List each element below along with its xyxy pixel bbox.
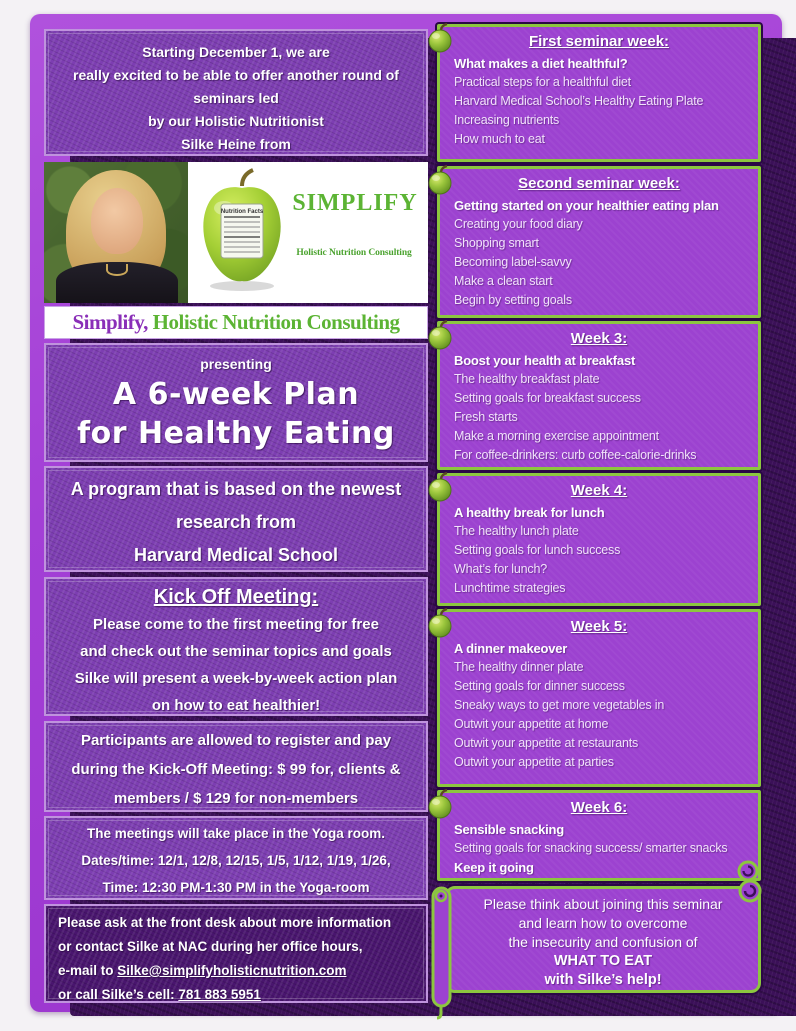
contact-line: or contact Silke at NAC during her office hours, — [58, 939, 363, 954]
seminar-week-box — [437, 609, 761, 787]
seminar-topic: What makes a diet healthful? — [454, 56, 628, 71]
seminar-topic: Make a clean start — [454, 274, 553, 288]
seminar-topic: Creating your food diary — [454, 217, 583, 231]
apple-bullet-icon — [426, 788, 454, 820]
registration-box — [44, 721, 428, 812]
topic-list — [440, 52, 758, 149]
banner-rest: Holistic Nutrition Consulting — [147, 310, 400, 334]
week-heading: Week 4: — [570, 482, 628, 499]
seminar-week-box — [437, 473, 761, 606]
kickoff-line: on how to eat healthier! — [151, 697, 321, 714]
photo-logo-collage — [44, 162, 428, 303]
email-link[interactable]: Silke@simplifyholisticnutrition.com — [117, 963, 347, 978]
program-line: Harvard Medical School — [133, 545, 339, 565]
seminar-week-box — [437, 321, 761, 470]
seminar-topic: Setting goals for lunch success — [454, 543, 621, 557]
apple-label-title: Nutrition Facts — [220, 209, 264, 215]
seminar-topic: Increasing nutrients — [454, 113, 560, 127]
phone-link[interactable]: 781 883 5951 — [178, 987, 261, 1002]
seminar-topic: What’s for lunch? — [454, 562, 547, 576]
brand-banner — [44, 306, 428, 339]
intro-line: Starting December 1, we are — [142, 44, 330, 60]
seminar-topic: Begin by setting goals — [454, 293, 572, 307]
week-heading: Week 3: — [570, 330, 628, 347]
contact-line: Please ask at the front desk about more information — [58, 915, 392, 930]
seminar-topic: Make a morning exercise appointment — [454, 429, 659, 443]
kickoff-line: Silke will present a week-by-week action plan — [74, 670, 398, 687]
email-prefix: e-mail to — [58, 963, 118, 978]
topic-list — [440, 637, 758, 772]
topic-list — [440, 194, 758, 310]
seminar-topic: How much to eat — [454, 132, 545, 146]
meetings-line: The meetings will take place in the Yoga room. — [86, 826, 386, 841]
main-title-line1: A 6-week Plan — [112, 377, 360, 412]
seminar-topic: Getting started on your healthier eating plan — [454, 198, 719, 213]
seminar-topic: Outwit your appetite at restaurants — [454, 736, 639, 750]
seminar-topic: Sneaky ways to get more vegetables in — [454, 698, 665, 712]
registration-line: during the Kick-Off Meeting: $ 99 for, clients & — [71, 761, 401, 778]
seminar-topic: Fresh starts — [454, 410, 518, 424]
seminar-topic: The healthy breakfast plate — [454, 372, 600, 386]
apple-bullet-icon — [426, 319, 454, 351]
seminar-week-box — [437, 166, 761, 318]
seminar-topic: Becoming label-savvy — [454, 255, 572, 269]
banner-brand: Simplify, — [72, 310, 148, 334]
topic-list — [440, 501, 758, 598]
presenting-box — [44, 343, 428, 462]
seminar-topic: For coffee-drinkers: curb coffee-calorie-drinks — [454, 448, 697, 462]
seminar-topic: Practical steps for a healthful diet — [454, 75, 631, 89]
seminar-topic: The healthy lunch plate — [454, 524, 579, 538]
silke-portrait-photo — [44, 162, 188, 303]
week-heading: Second seminar week: — [518, 175, 680, 192]
logo-tagline-text: Holistic Nutrition Consulting — [296, 248, 412, 258]
kickoff-heading: Kick Off Meeting: — [153, 586, 319, 608]
program-box — [44, 466, 428, 572]
scroll-curl-icon — [736, 877, 764, 905]
apple-bullet-icon — [426, 471, 454, 503]
seminar-topic: Harvard Medical School’s Healthy Eating Plate — [454, 94, 704, 108]
intro-line: really excited to be able to offer another round of — [73, 67, 399, 83]
kickoff-line: Please come to the first meeting for free — [93, 616, 379, 633]
scroll-roll-icon — [430, 885, 454, 1021]
logo-apple-icon — [196, 168, 288, 294]
seminar-topic: Sensible snacking — [454, 822, 565, 837]
main-title-line2: for Healthy Eating — [77, 416, 395, 451]
seminar-topic: A dinner makeover — [454, 641, 568, 656]
topic-list — [440, 818, 758, 877]
intro-line: Silke Heine from — [181, 136, 291, 152]
seminar-topic: Lunchtime strategies — [454, 581, 566, 595]
kickoff-line: and check out the seminar topics and goals — [80, 643, 392, 660]
intro-line: by our Holistic Nutritionist — [148, 113, 324, 129]
closing-line: and learn how to overcome — [518, 915, 688, 931]
seminar-topic: Shopping smart — [454, 236, 539, 250]
contact-email-line — [58, 959, 426, 983]
meetings-line: Dates/time: 12/1, 12/8, 12/15, 1/5, 1/12, 1/19, 1/26, — [81, 853, 391, 868]
seminar-topic: Boost your health at breakfast — [454, 353, 636, 368]
presenting-kicker: presenting — [200, 356, 272, 372]
seminar-topic: Setting goals for breakfast success — [454, 391, 641, 405]
seminar-topic: Outwit your appetite at parties — [454, 755, 614, 769]
week-heading: Week 6: — [570, 799, 628, 816]
seminar-topic: Outwit your appetite at home — [454, 717, 609, 731]
seminar-week-box — [437, 790, 761, 881]
topic-list — [440, 349, 758, 465]
portrait-face — [91, 188, 143, 254]
seminar-week-box — [437, 24, 761, 162]
logo-brand-text: SIMPLIFY — [292, 190, 418, 216]
seminar-topic: Setting goals for dinner success — [454, 679, 625, 693]
week-heading: First seminar week: — [528, 33, 670, 50]
contact-phone-line — [58, 983, 426, 1007]
intro-line: seminars led — [193, 90, 279, 106]
program-line: A program that is based on the newest — [70, 479, 402, 499]
simplify-logo — [188, 162, 428, 303]
seminar-topic: The healthy dinner plate — [454, 660, 584, 674]
phone-prefix: or call Silke’s cell: — [58, 987, 179, 1002]
registration-line: members / $ 129 for non-members — [113, 790, 359, 807]
closing-line: the insecurity and confusion of — [508, 934, 698, 950]
program-line: research from — [175, 512, 297, 532]
seminar-column — [437, 0, 761, 1031]
closing-banner — [445, 886, 761, 993]
contact-box — [44, 904, 428, 1003]
closing-line-emphasis: WHAT TO EAT — [553, 953, 653, 969]
seminar-topic: A healthy break for lunch — [454, 505, 605, 520]
apple-bullet-icon — [426, 164, 454, 196]
apple-bullet-icon — [426, 22, 454, 54]
intro-box — [44, 29, 428, 156]
meetings-line: Time: 12:30 PM-1:30 PM in the Yoga-room — [102, 880, 370, 895]
apple-bullet-icon — [426, 607, 454, 639]
portrait-necklace — [106, 264, 128, 276]
seminar-topic: Setting goals for snacking success/ smarter snacks — [454, 841, 728, 855]
meetings-box — [44, 816, 428, 900]
closing-line: Please think about joining this seminar — [483, 896, 723, 912]
kickoff-box — [44, 577, 428, 716]
closing-line-emphasis: with Silke’s help! — [544, 972, 662, 988]
week-heading: Week 5: — [570, 618, 628, 635]
registration-line: Participants are allowed to register and pay — [80, 732, 392, 749]
seminar-topic: Keep it going — [454, 860, 534, 875]
